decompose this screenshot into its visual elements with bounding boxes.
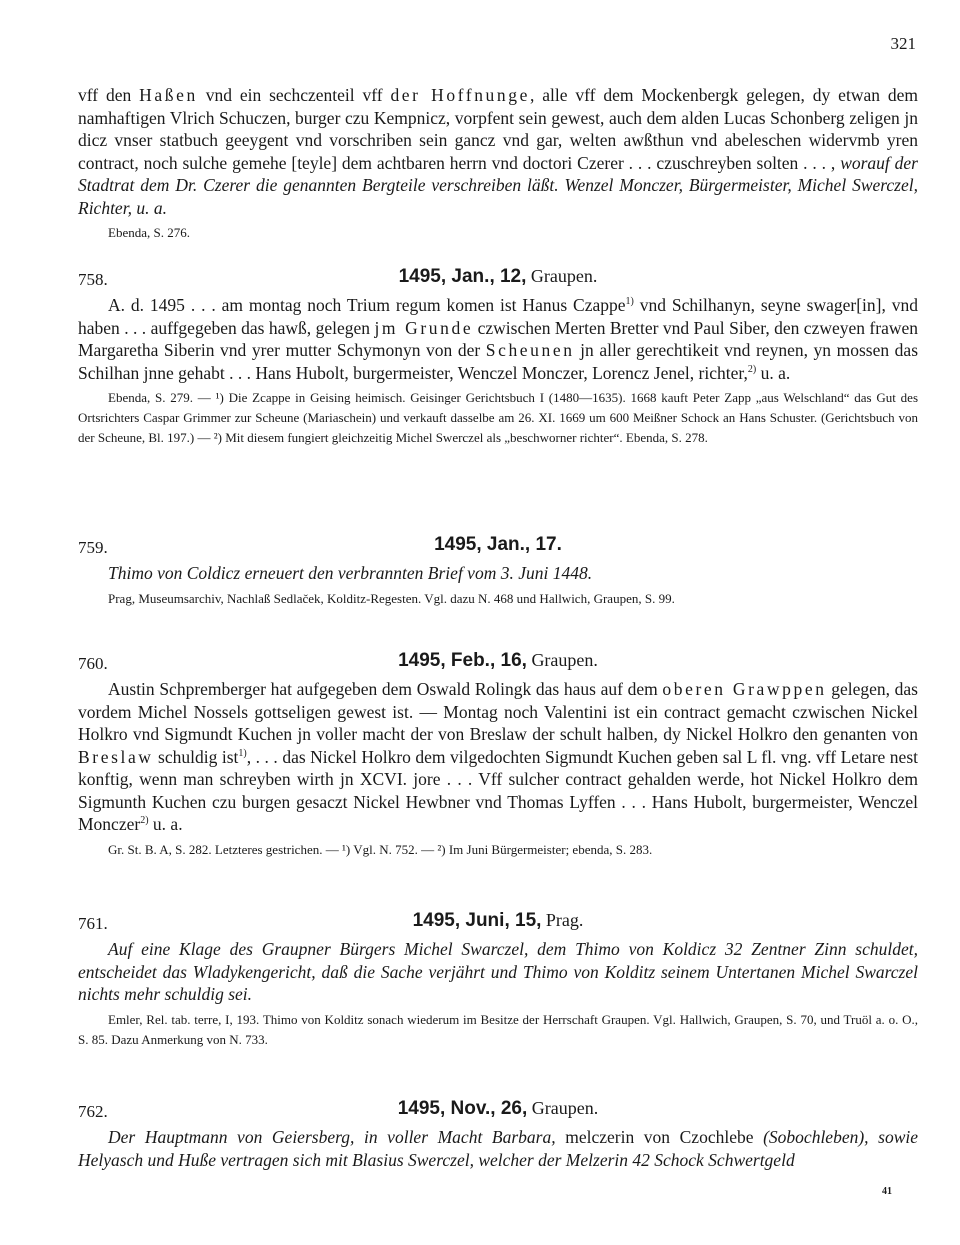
- entry-760: [78, 650, 918, 860]
- entry-number: 758.: [78, 270, 108, 289]
- entry-header: [78, 910, 918, 936]
- entry-758: [78, 266, 918, 448]
- entry-text: Der Hauptmann von Geiersberg, in voller Macht Barbara, melczerin von Czochlebe (Sobochleben), sowie Helyasch und Huße vertragen sich mit Blasius Swerczel, welcher der Melzerin 42 Schock Schwertgeld: [78, 1127, 918, 1170]
- entry-date-line: 1495, Jan., 12, Graupen.: [398, 266, 598, 287]
- entry-number: 762.: [78, 1102, 108, 1121]
- entry-header: [78, 534, 918, 560]
- intro-continuation: [78, 84, 918, 243]
- entry-source: Emler, Rel. tab. terre, I, 193. Thimo von Kolditz sonach wiederum im Besitze der Herrschaft Graupen. Vgl. Hallwich, Graupen, S. 70, und Truöl a. o. O., S. 85. Dazu Anmerkung von N. 733.: [78, 1011, 918, 1047]
- page-number: 321: [890, 34, 916, 53]
- entry-source: Ebenda, S. 279. — ¹) Die Zcappe in Geising heimisch. Geisinger Gerichtsbuch I (1480—1635). 1668 kauft Peter Zapp „aus Welschland“ das Gut des Ortsrichters Caspar Grimmer zur Scheune (Mariaschein) und verkauft dasselbe am 26. XI. 1669 um 600 Meißner Schock an Hans Schuster. (Gerichtsbuch von der Scheune, Bl. 197.) — ²) Mit diesem fungiert gleichzeitig Michel Swerczel als „beschworner richter“. Ebenda, S. 278.: [78, 390, 918, 445]
- entry-761: [78, 910, 918, 1050]
- entry-date-line: 1495, Nov., 26, Graupen.: [397, 1098, 599, 1119]
- entry-759: [78, 534, 918, 609]
- entry-source: Gr. St. B. A, S. 282. Letzteres gestrichen. — ¹) Vgl. N. 752. — ²) Im Juni Bürgermeister; ebenda, S. 283.: [108, 841, 653, 857]
- intro-source: Ebenda, S. 276.: [108, 225, 190, 240]
- entry-text: A. d. 1495 . . . am montag noch Trium regum komen ist Hanus Czappe$^{1)}$ vnd Schilhanyn, seyne swager[in], vnd haben . . . auffgegeben das hawß, gelegen jm Grunde czwischen Merten Bretter vnd Paul Siber, den czweyen frawen Margaretha Siberin vnd yrer mutter Schymonyn von der Scheunen jn aller gerechtikeit vnd reynen, yn mossen das Schilhan jnne gehabt . . . Hans Hubolt, burgermeister, Wenczel Monczer, Lorencz Jenel, richter,$^{2)}$ u. a.: [78, 295, 919, 383]
- entry-date-line: 1495, Jan., 17.: [434, 534, 562, 555]
- entry-number: 761.: [78, 914, 108, 933]
- entry-text: Austin Schpremberger hat aufgegeben dem Oswald Rolingk das haus auf dem oberen Grawppen gelegen, das vordem Michel Nossels gottseligen gewest ist. — Montag noch Valentini ist ein contract gemacht czwischen Nickel Holkro vnd Sigmundt Kuchen jn voller macht der von Breslaw der schult halben, dy Nickel Holkro den genanten von Breslaw schuldig ist$^{1)}$, . . . das Nickel Holkro dem vilgedochten Sigmundt Kuchen geben sal L fl. vng. vff Letare nest konftig, wenn man schreyben wirth jn XCVI. jore . . . Vff sulcher contract gehalden werde, hot Nickel Holkro dem Sigmunth Kuchen czu burgen gesaczt Nickel Hewbner vnd Thomas Lyffen . . . Hans Hubolt, burgermeister, Wenczel Monczer$^{2)}$ u. a.: [78, 679, 918, 834]
- entry-number: 759.: [78, 538, 108, 557]
- entry-date-line: 1495, Feb., 16, Graupen.: [398, 650, 598, 671]
- entry-text: Thimo von Coldicz erneuert den verbrannten Brief vom 3. Juni 1448.: [108, 563, 593, 583]
- entry-762: [78, 1098, 918, 1171]
- intro-text: vff den Haßen vnd ein sechczenteil vff der Hoffnunge, alle vff dem Mockenbergk gelegen, dy etwan dem namhaftigen Vlrich Schuczen, burger czu Kempnicz, vorpfent sein gewest, auch dem alden Lucas Schonberg zeligen jn dicz vnser statbuch geeygent vnd vorschriben sein gancz vnd gar, welten awßthun vnd abeleschen widervmb yren contract, noch sulche gemehe [teyle] dem achtbaren herrn vnd doctori Czerer . . . czuschreyben solten . . . , worauf der Stadtrat dem Dr. Czerer die genannten Bergteile verschreiben läßt. Wenzel Monczer, Bürgermeister, Michel Swerczel, Richter, u. a.: [78, 85, 918, 218]
- entry-text: Auf eine Klage des Graupner Bürgers Michel Swarczel, dem Thimo von Koldicz 32 Zentner Zinn schuldet, entscheidet das Wladykengericht, daß die Sache verjährt und Thimo von Kolditz seinem Untertanen Michel Swarczel nichts mehr schuldig sei.: [78, 939, 918, 1004]
- entry-header: [78, 650, 918, 676]
- entry-number: 760.: [78, 654, 108, 673]
- entry-header: [78, 266, 918, 292]
- signature-mark: 41: [882, 1186, 892, 1197]
- entry-source: Prag, Museumsarchiv, Nachlaß Sedlaček, Kolditz-Regesten. Vgl. dazu N. 468 und Hallwich, Graupen, S. 99.: [108, 590, 675, 606]
- entry-header: [78, 1098, 918, 1124]
- entry-date-line: 1495, Juni, 15, Prag.: [412, 910, 584, 931]
